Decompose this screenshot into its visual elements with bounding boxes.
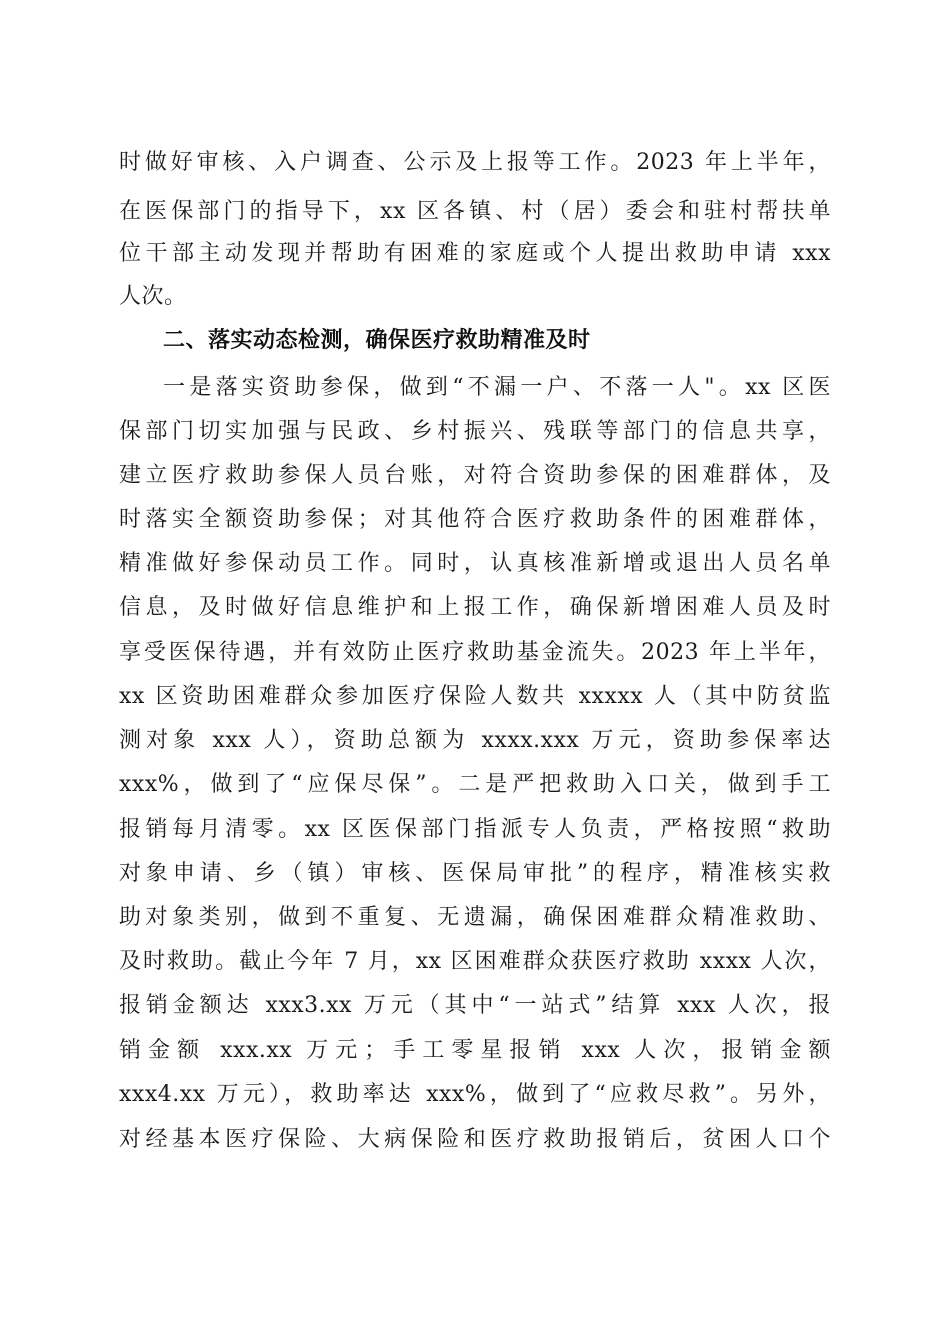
- paragraph-line: 一是落实资助参保，做到“不漏一户、不落一人"。xx 区医: [163, 375, 831, 400]
- paragraph-line: 销金额 xxx.xx 万元；手工零星报销 xxx 人次，报销金额: [119, 1038, 831, 1063]
- paragraph-line: 建立医疗救助参保人员台账，对符合资助参保的困难群体，及: [119, 463, 831, 488]
- paragraph-line: 报销金额达 xxx3.xx 万元（其中“一站式”结算 xxx 人次，报: [119, 993, 831, 1018]
- paragraph-line: 信息，及时做好信息维护和上报工作，确保新增困难人员及时: [119, 595, 831, 620]
- paragraph-line: 时做好审核、入户调查、公示及上报等工作。2023 年上半年，: [119, 150, 831, 175]
- paragraph-line: xxx4.xx 万元），救助率达 xxx%，做到了“应救尽救”。另外，: [119, 1082, 831, 1107]
- paragraph-line: 人次。: [119, 284, 187, 309]
- paragraph-line: 保部门切实加强与民政、乡村振兴、残联等部门的信息共享，: [119, 419, 831, 444]
- section-heading: 二、落实动态检测，确保医疗救助精准及时: [163, 328, 591, 353]
- paragraph-line: 测对象 xxx 人），资助总额为 xxxx.xxx 万元，资助参保率达: [119, 728, 831, 753]
- paragraph-line: 时落实全额资助参保；对其他符合医疗救助条件的困难群体，: [119, 507, 831, 532]
- paragraph-line: 对象申请、乡（镇）审核、医保局审批”的程序，精准核实救: [119, 861, 831, 886]
- paragraph-line: 对经基本医疗保险、大病保险和医疗救助报销后，贫困人口个: [119, 1127, 831, 1152]
- paragraph-line: 助对象类别，做到不重复、无遗漏，确保困难群众精准救助、: [119, 905, 831, 930]
- paragraph-line: 报销每月清零。xx 区医保部门指派专人负责，严格按照“救助: [119, 817, 831, 842]
- paragraph-line: 精准做好参保动员工作。同时，认真核准新增或退出人员名单: [119, 551, 831, 576]
- paragraph-line: 在医保部门的指导下，xx 区各镇、村（居）委会和驻村帮扶单: [119, 199, 831, 224]
- paragraph-line: xx 区资助困难群众参加医疗保险人数共 xxxxx 人（其中防贫监: [119, 684, 831, 709]
- paragraph-line: 及时救助。截止今年 7 月，xx 区困难群众获医疗救助 xxxx 人次，: [119, 949, 831, 974]
- paragraph-line: 享受医保待遇，并有效防止医疗救助基金流失。2023 年上半年，: [119, 640, 831, 665]
- paragraph-line: xxx%，做到了“应保尽保”。二是严把救助入口关，做到手工: [119, 772, 831, 797]
- paragraph-line: 位干部主动发现并帮助有困难的家庭或个人提出救助申请 xxx: [119, 241, 831, 266]
